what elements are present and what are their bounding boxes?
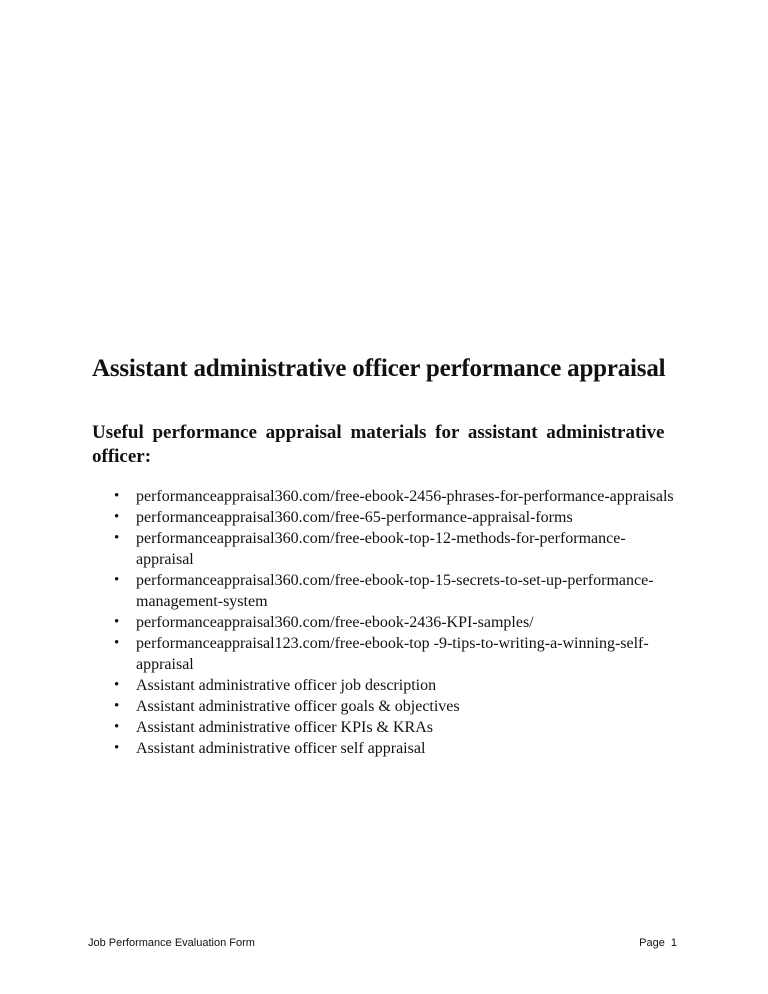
list-item-text[interactable]: performanceappraisal360.com/free-ebook-2456-phrases-for-performance-appraisals bbox=[136, 488, 674, 505]
list-item-text: Assistant administrative officer goals & objectives bbox=[136, 698, 460, 715]
list-item-text[interactable]: performanceappraisal123.com/free-ebook-top -9-tips-to-writing-a-winning-self-appraisal bbox=[136, 635, 649, 673]
list-item bbox=[112, 738, 682, 759]
list-item bbox=[112, 717, 682, 738]
footer-title: Job Performance Evaluation Form bbox=[88, 937, 255, 949]
list-item-text[interactable]: performanceappraisal360.com/free-65-performance-appraisal-forms bbox=[136, 509, 573, 526]
list-item-text: Assistant administrative officer KPIs & KRAs bbox=[136, 719, 434, 736]
bullet-icon: • bbox=[114, 530, 120, 546]
bullet-icon: • bbox=[114, 635, 120, 651]
bullet-icon: • bbox=[114, 719, 120, 735]
resource-list bbox=[112, 486, 682, 759]
bullet-icon: • bbox=[114, 509, 120, 525]
list-item[interactable] bbox=[112, 507, 682, 528]
bullet-icon: • bbox=[114, 677, 120, 693]
list-item-text[interactable]: performanceappraisal360.com/free-ebook-2436-KPI-samples/ bbox=[136, 614, 534, 631]
list-item-text: Assistant administrative officer self appraisal bbox=[136, 740, 426, 757]
bullet-icon: • bbox=[114, 572, 120, 588]
page-number-value: 1 bbox=[670, 937, 677, 949]
list-item[interactable] bbox=[112, 570, 682, 612]
bullet-icon: • bbox=[114, 614, 120, 630]
document-subtitle: Useful performance appraisal materials for assistant administrative officer: bbox=[92, 422, 665, 467]
document-title: Assistant administrative officer performance appraisal bbox=[92, 355, 666, 382]
list-item-text: Assistant administrative officer job description bbox=[136, 677, 437, 694]
list-item[interactable] bbox=[112, 612, 682, 633]
page-number bbox=[639, 936, 677, 950]
list-item[interactable] bbox=[112, 528, 682, 570]
list-item[interactable] bbox=[112, 633, 682, 675]
list-item bbox=[112, 675, 682, 696]
list-item[interactable] bbox=[112, 486, 682, 507]
bullet-icon: • bbox=[114, 740, 120, 756]
page-label: Page bbox=[639, 937, 665, 949]
bullet-icon: • bbox=[114, 698, 120, 714]
list-item bbox=[112, 696, 682, 717]
list-item-text[interactable]: performanceappraisal360.com/free-ebook-top-15-secrets-to-set-up-performance-management-system bbox=[136, 572, 654, 610]
list-item-text[interactable]: performanceappraisal360.com/free-ebook-top-12-methods-for-performance-appraisal bbox=[136, 530, 626, 568]
bullet-icon: • bbox=[114, 488, 120, 504]
